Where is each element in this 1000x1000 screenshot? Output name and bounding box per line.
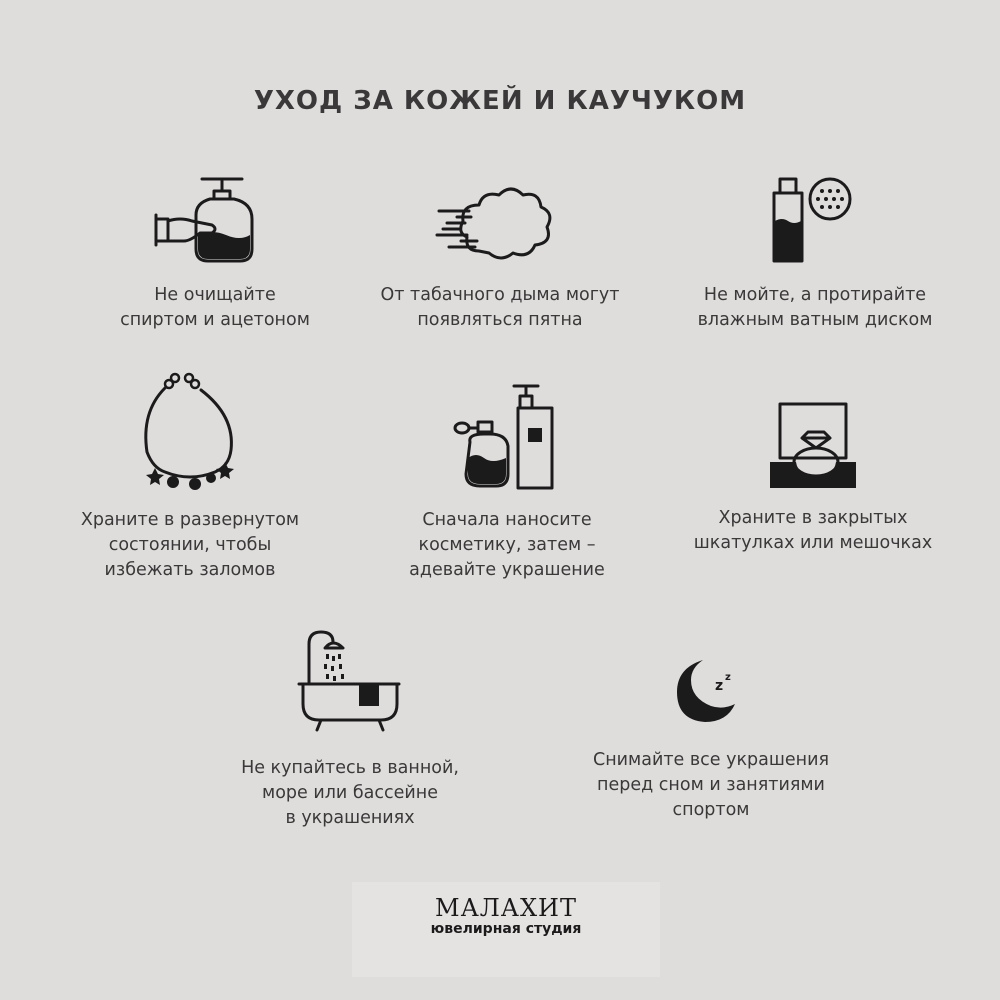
svg-text:z: z [715, 678, 724, 694]
bathtub-shower-icon [295, 624, 405, 736]
brand-subtitle: ювелирная студия [430, 921, 582, 937]
tip-no-bathing [205, 624, 495, 831]
tip-text-line: спиртом и ацетоном [120, 310, 310, 330]
brand-logo [352, 882, 660, 977]
tip-no-alcohol [70, 175, 360, 333]
tip-text-line: появляться пятна [417, 310, 583, 330]
tip-text-line: шкатулках или мешочках [693, 533, 933, 553]
tip-text-line: Снимайте все украшения [592, 750, 829, 770]
tip-text-line: избежать заломов [104, 560, 276, 580]
tip-text-line: От табачного дыма могут [380, 285, 620, 305]
tip-text-line: Сначала наносите [422, 510, 592, 530]
perfume-lotion-icon [452, 382, 562, 494]
tip-text-line: влажным ватным диском [697, 310, 933, 330]
tip-text-line: косметику, затем – [418, 535, 596, 555]
bottle-cotton-pad-icon [750, 175, 880, 267]
tip-smoke [355, 175, 645, 333]
tip-closed-boxes [668, 400, 958, 556]
hand-soap-dispenser-icon [150, 175, 280, 267]
page-title: УХОД ЗА КОЖЕЙ И КАУЧУКОМ [253, 86, 747, 116]
tip-text-line: Не очищайте [154, 285, 276, 305]
tip-text-line: Не купайтесь в ванной, [241, 758, 459, 778]
brand-name: МАЛАХИТ [435, 894, 577, 922]
tip-store-unrolled [45, 372, 335, 583]
tip-remove-before-sleep [566, 656, 856, 823]
bracelet-icon [135, 372, 245, 494]
ring-box-icon [768, 400, 858, 492]
tip-text-line: Не мойте, а протирайте [703, 285, 927, 305]
moon-sleep-icon [673, 656, 749, 726]
tip-text-line: море или бассейне [262, 783, 438, 803]
svg-text:z: z [725, 672, 731, 683]
tip-text-line: адевайте украшение [409, 560, 605, 580]
tip-text-line: Храните в развернутом [80, 510, 300, 530]
tip-text-line: перед сном и занятиями [597, 775, 825, 795]
tip-cosmetics-first [362, 382, 652, 583]
tip-text-line: спортом [672, 800, 750, 820]
tip-text-line: состоянии, чтобы [108, 535, 272, 555]
tip-wipe [670, 175, 960, 333]
smoke-cloud-icon [435, 175, 565, 267]
tip-text-line: Храните в закрытых [718, 508, 908, 528]
tip-text-line: в украшениях [285, 808, 415, 828]
